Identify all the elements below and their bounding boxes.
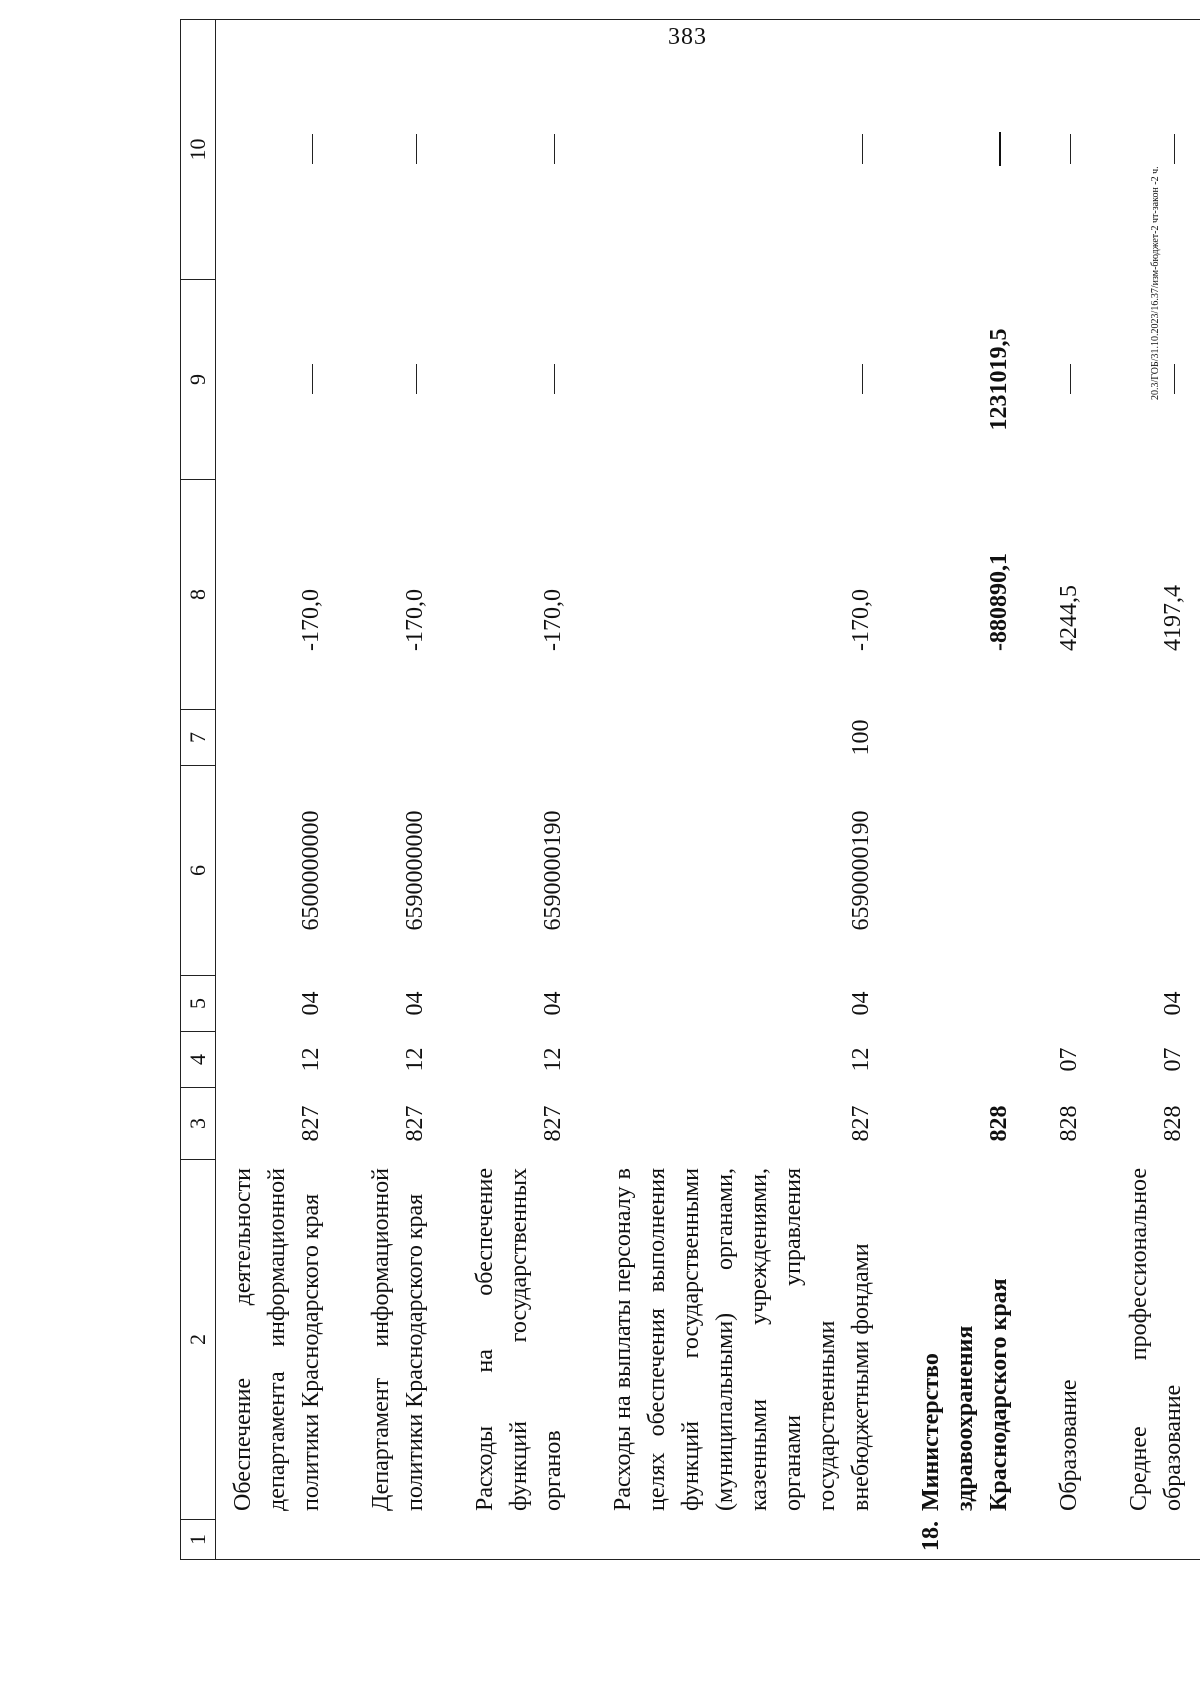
column-header: 4 <box>181 1032 216 1088</box>
column-header: 3 <box>181 1088 216 1160</box>
cell-ministry-code: 827 <box>848 1105 874 1142</box>
cell-target-item: 6590000190 <box>540 810 566 931</box>
cell-section: 12 <box>848 1047 874 1072</box>
row-number <box>216 1520 355 1560</box>
cell-target-item: 6590000000 <box>402 810 428 931</box>
column-header: 6 <box>181 766 216 976</box>
dash-mark <box>1070 365 1071 395</box>
column-header: 8 <box>181 480 216 710</box>
cell-expense-type <box>904 710 1042 766</box>
cell-amount-col10 <box>904 20 1042 280</box>
cell-amount-col10 <box>354 20 458 280</box>
cell-section: 12 <box>298 1047 324 1072</box>
cell-section: 07 <box>1160 1047 1186 1072</box>
cell-section: 12 <box>402 1047 428 1072</box>
row-name: Министерство здравоохранения Краснодарского края <box>918 1278 1012 1511</box>
column-header: 7 <box>181 710 216 766</box>
cell-subsection: 04 <box>298 991 324 1016</box>
dash-mark <box>999 133 1001 167</box>
dash-mark <box>312 135 313 165</box>
cell-ministry-code: 828 <box>1160 1105 1186 1142</box>
cell-ministry-code: 828 <box>986 1105 1012 1142</box>
cell-expense-type <box>216 710 355 766</box>
column-header: 1 <box>181 1520 216 1560</box>
cell-expense-type <box>458 710 596 766</box>
cell-target-item <box>1112 766 1200 976</box>
dash-mark <box>862 135 863 165</box>
cell-subsection <box>1042 976 1112 1032</box>
column-header: 2 <box>181 1160 216 1520</box>
cell-expense-type <box>1112 710 1200 766</box>
dash-mark <box>554 135 555 165</box>
cell-ministry-code: 828 <box>1056 1105 1082 1142</box>
cell-target-item <box>1042 766 1112 976</box>
dash-mark <box>416 365 417 395</box>
table-row <box>1042 20 1112 1560</box>
column-header: 9 <box>181 280 216 480</box>
row-number <box>1042 1520 1112 1560</box>
cell-target-item: 6590000190 <box>848 810 874 931</box>
cell-ministry-code: 827 <box>298 1105 324 1142</box>
cell-amount-col10 <box>458 20 596 280</box>
document-reference-note: 20.3/ГОБ/31.10.2023/16.37/изм-бюджет-2 чт-закон -2 ч. <box>1150 166 1161 400</box>
row-name: Расходы на выплаты персоналу в целях обеспечения выполнения функций государственными (муниципальными) органами, казенными учреждениями, органами управления государственными внебюджетными фондами <box>610 1168 874 1511</box>
row-name: Департамент информационной политики Краснодарского края <box>368 1168 428 1511</box>
cell-amount-col9 <box>1042 280 1112 480</box>
dash-mark <box>554 365 555 395</box>
cell-amount-col9 <box>1112 280 1200 480</box>
cell-amount-col9 <box>458 280 596 480</box>
cell-target-item: 6500000000 <box>298 810 324 931</box>
dash-mark <box>862 365 863 395</box>
cell-amount-col8: 4244,5 <box>1056 585 1082 651</box>
cell-amount-col10 <box>1112 20 1200 280</box>
cell-subsection <box>904 976 1042 1032</box>
cell-ministry-code: 827 <box>540 1105 566 1142</box>
table-header-row <box>181 20 216 1560</box>
cell-amount-col9 <box>354 280 458 480</box>
cell-section: 12 <box>540 1047 566 1072</box>
cell-subsection: 04 <box>540 991 566 1016</box>
cell-section: 07 <box>1056 1047 1082 1072</box>
cell-amount-col8: -880890,1 <box>986 553 1012 651</box>
row-number <box>458 1520 596 1560</box>
cell-ministry-code: 827 <box>402 1105 428 1142</box>
page-number: 383 <box>668 24 707 50</box>
row-number <box>1112 1520 1200 1560</box>
cell-amount-col8: -170,0 <box>402 589 428 651</box>
cell-amount-col10 <box>596 20 904 280</box>
cell-subsection: 04 <box>1160 991 1186 1016</box>
dash-mark <box>416 135 417 165</box>
cell-amount-col9: 1231019,5 <box>986 328 1012 431</box>
budget-table <box>180 19 1200 1560</box>
cell-expense-type: 100 <box>848 719 874 756</box>
row-name: Расходы на обеспечение функций государственных органов <box>472 1168 566 1511</box>
row-number <box>354 1520 458 1560</box>
column-header: 10 <box>181 20 216 280</box>
row-number: 18. <box>904 1520 1042 1560</box>
table-row <box>1112 20 1200 1560</box>
table-row <box>216 20 355 1560</box>
cell-amount-col8: -170,0 <box>848 589 874 651</box>
column-header: 5 <box>181 976 216 1032</box>
row-name: Обеспечение деятельности департамента информационной политики Краснодарского края <box>230 1168 324 1511</box>
cell-amount-col9 <box>216 280 355 480</box>
dash-mark <box>1070 135 1071 165</box>
cell-subsection: 04 <box>402 991 428 1016</box>
table-row <box>596 20 904 1560</box>
table-row-ministry <box>904 20 1042 1560</box>
cell-expense-type <box>354 710 458 766</box>
dash-mark <box>1174 135 1175 165</box>
cell-section <box>904 1032 1042 1088</box>
table-row <box>458 20 596 1560</box>
cell-amount-col10 <box>216 20 355 280</box>
cell-amount-col8: -170,0 <box>298 589 324 651</box>
cell-amount-col9 <box>596 280 904 480</box>
cell-expense-type <box>1042 710 1112 766</box>
dash-mark <box>312 365 313 395</box>
row-name: Среднее профессиональное образование <box>1126 1168 1186 1511</box>
row-number <box>596 1520 904 1560</box>
cell-subsection: 04 <box>848 991 874 1016</box>
table-row <box>354 20 458 1560</box>
cell-amount-col8: -170,0 <box>540 589 566 651</box>
cell-amount-col8: 4197,4 <box>1160 585 1186 651</box>
dash-mark <box>1174 365 1175 395</box>
cell-target-item <box>904 766 1042 976</box>
cell-amount-col10 <box>1042 20 1112 280</box>
row-name: Образование <box>1056 1379 1082 1511</box>
